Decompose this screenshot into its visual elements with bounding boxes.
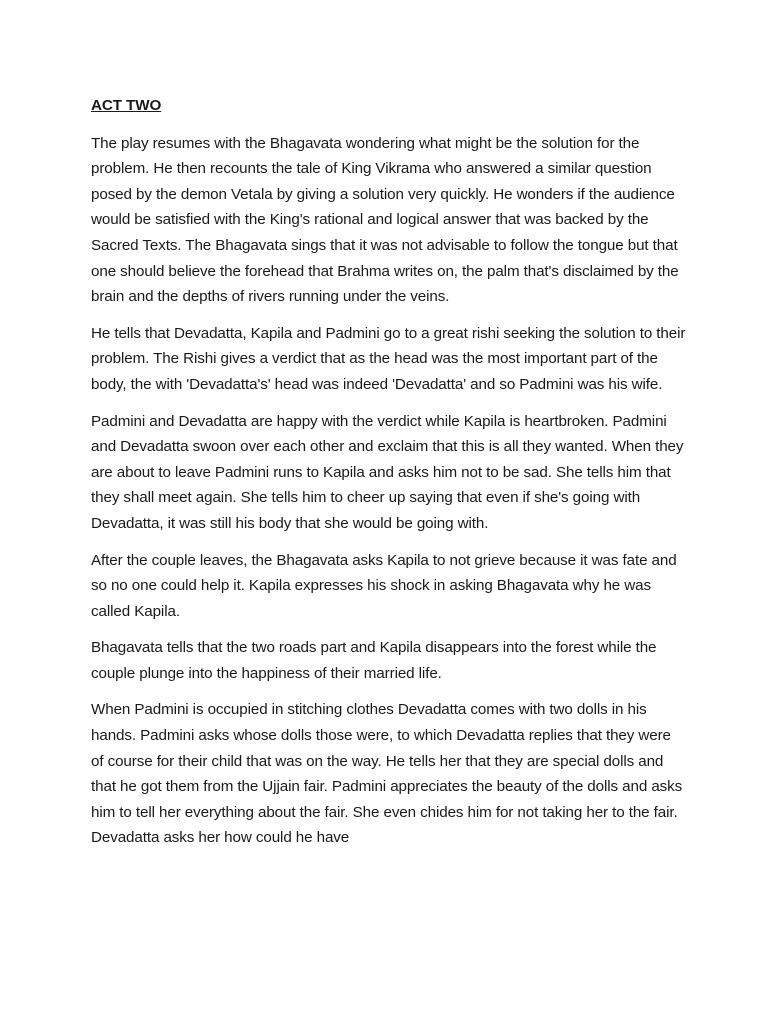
document-body	[91, 93, 687, 862]
paragraph-2: He tells that Devadatta, Kapila and Padmini go to a great rishi seeking the solution to their problem. The Rishi gives a verdict that as the head was the most important part of the body, the with 'Devadatta's' head was indeed 'Devadatta' and so Padmini was his wife.	[91, 324, 686, 393]
act-heading: ACT TWO	[91, 97, 162, 114]
paragraph-4: After the couple leaves, the Bhagavata asks Kapila to not grieve because it was fate and so no one could help it. Kapila expresses his shock in asking Bhagavata why he was called Kapila.	[91, 551, 677, 620]
paragraph-5: Bhagavata tells that the two roads part and Kapila disappears into the forest while the couple plunge into the happiness of their married life.	[91, 639, 657, 682]
paragraph-1: The play resumes with the Bhagavata wondering what might be the solution for the problem. He then recounts the tale of King Vikrama who answered a similar question posed by the demon Vetala by giving a solution very quickly. He wonders if the audience would be satisfied with the King's rational and logical answer that was backed by the Sacred Texts. The Bhagavata sings that it was not advisable to follow the tongue but that one should believe the forehead that Brahma writes on, the palm that's disclaimed by the brain and the depths of rivers running under the veins.	[91, 134, 679, 306]
paragraph-3: Padmini and Devadatta are happy with the verdict while Kapila is heartbroken. Padmini and Devadatta swoon over each other and exclaim that this is all they wanted. When they are about to leave Padmini runs to Kapila and asks him not to be sad. She tells him that they shall meet again. She tells him to cheer up saying that even if she's going with Devadatta, it was still his body that she would be going with.	[91, 412, 684, 532]
paragraph-6: When Padmini is occupied in stitching clothes Devadatta comes with two dolls in his hands. Padmini asks whose dolls those were, to which Devadatta replies that they were of course for their child that was on the way. He tells her that they are special dolls and that he got them from the Ujjain fair. Padmini appreciates the beauty of the dolls and asks him to tell her everything about the fair. She even chides him for not taking her to the fair. Devadatta asks her how could he have	[91, 701, 683, 847]
